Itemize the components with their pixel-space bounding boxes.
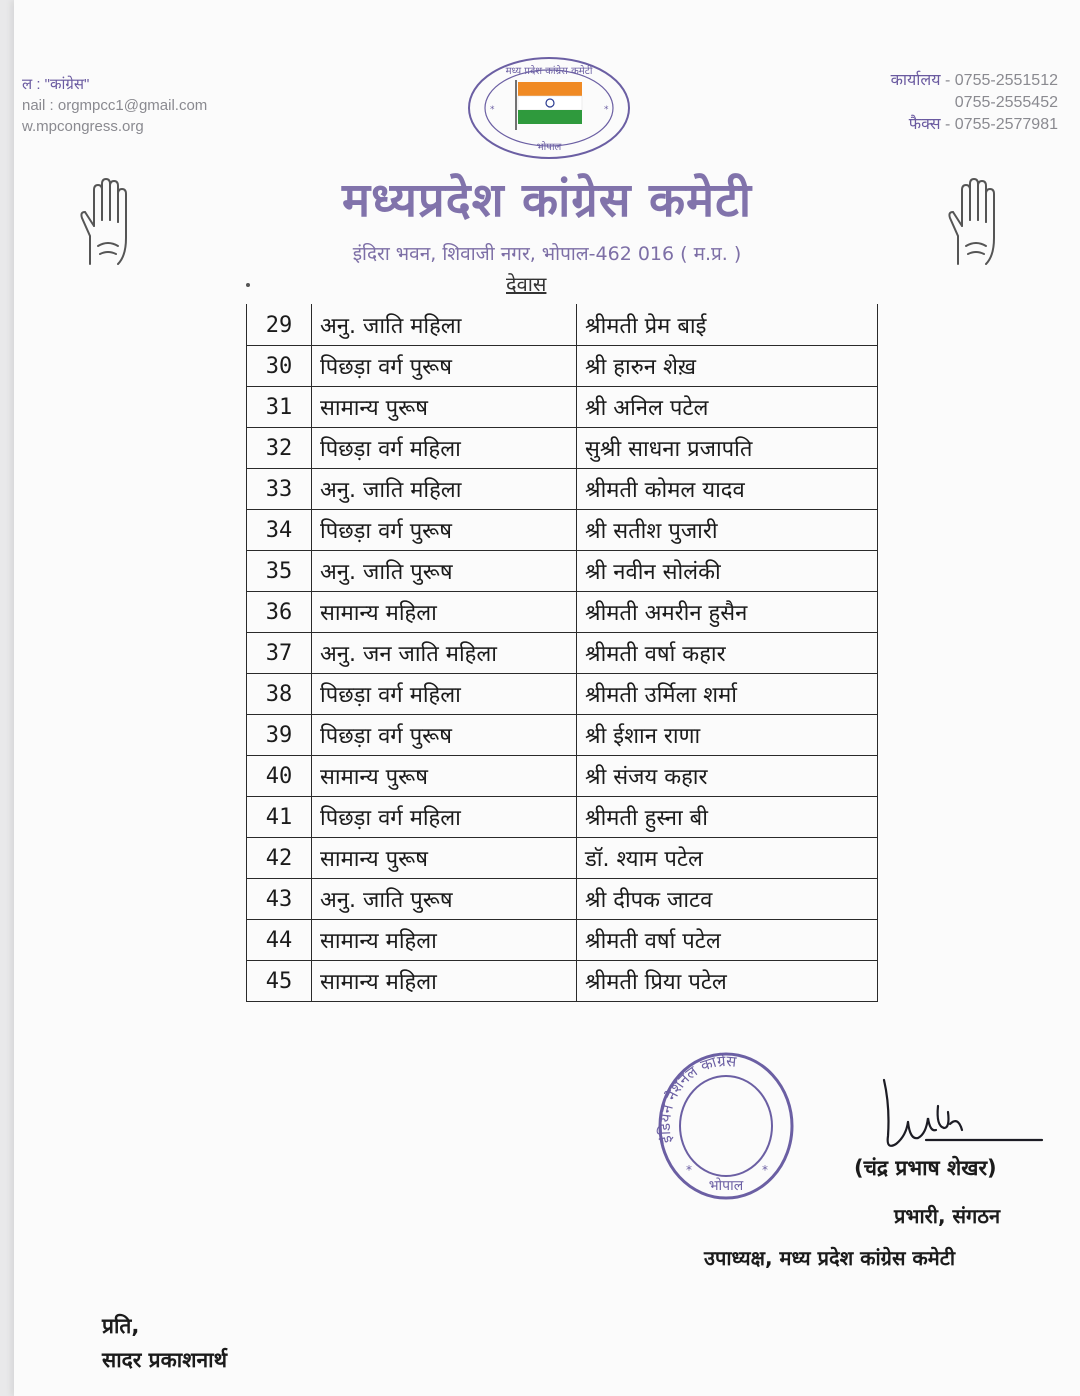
row-category: अनु. जाति महिला	[312, 305, 577, 346]
row-number: 44	[247, 920, 312, 961]
letter-page	[14, 0, 1080, 1396]
row-number: 31	[247, 387, 312, 428]
row-name: श्रीमती वर्षा कहार	[577, 633, 878, 674]
row-number: 39	[247, 715, 312, 756]
table-row	[247, 346, 878, 387]
table-row	[247, 756, 878, 797]
svg-text:*: *	[490, 105, 495, 115]
recipient-label: प्रति,	[102, 1314, 140, 1338]
row-number: 40	[247, 756, 312, 797]
row-category: सामान्य पुरूष	[312, 838, 577, 879]
row-number: 34	[247, 510, 312, 551]
website-line: w.mpcongress.org	[22, 118, 144, 135]
row-category: पिछड़ा वर्ग पुरूष	[312, 510, 577, 551]
seal-text-top: इंडियन नेशनल कांग्रेस	[655, 1051, 738, 1145]
row-number: 35	[247, 551, 312, 592]
table-row	[247, 633, 878, 674]
row-category: पिछड़ा वर्ग महिला	[312, 674, 577, 715]
office-label: कार्यालय	[890, 72, 941, 89]
telegram-line: ल : "कांग्रेस"	[22, 76, 90, 93]
table-row	[247, 797, 878, 838]
svg-text:*: *	[762, 1163, 768, 1177]
row-number: 43	[247, 879, 312, 920]
contact-left	[22, 74, 207, 137]
row-name: श्रीमती कोमल यादव	[577, 469, 878, 510]
row-number: 42	[247, 838, 312, 879]
row-category: सामान्य पुरूष	[312, 387, 577, 428]
row-category: सामान्य पुरूष	[312, 756, 577, 797]
row-name: श्री सतीश पुजारी	[577, 510, 878, 551]
row-number: 36	[247, 592, 312, 633]
table-row	[247, 674, 878, 715]
row-number: 38	[247, 674, 312, 715]
table-row	[247, 551, 878, 592]
table-row	[247, 961, 878, 1002]
row-name: श्रीमती वर्षा पटेल	[577, 920, 878, 961]
row-name: श्रीमती प्रेम बाई	[577, 305, 878, 346]
email-line: nail : orgmpcc1@gmail.com	[22, 97, 208, 114]
row-category: सामान्य महिला	[312, 592, 577, 633]
party-seal-stamp	[654, 1046, 798, 1206]
row-category: अनु. जाति पुरूष	[312, 879, 577, 920]
row-name: डॉ. श्याम पटेल	[577, 838, 878, 879]
emblem-bottom-text: भोपाल	[536, 142, 562, 153]
table-row	[247, 428, 878, 469]
row-name: श्रीमती अमरीन हुसैन	[577, 592, 878, 633]
table-row	[247, 838, 878, 879]
signatory-name: (चंद्र प्रभाष शेखर)	[854, 1156, 997, 1180]
row-category: पिछड़ा वर्ग पुरूष	[312, 715, 577, 756]
contact-right: कार्यालय - 0755-2551512 0755-2555452 फैक्स - 0755-2577981	[890, 72, 1058, 133]
row-name: श्री संजय कहार	[577, 756, 878, 797]
table-row	[247, 387, 878, 428]
row-name: श्रीमती हुस्ना बी	[577, 797, 878, 838]
row-name: श्री हारुन शेख़	[577, 346, 878, 387]
row-category: अनु. जाति पुरूष	[312, 551, 577, 592]
row-name: सुश्री साधना प्रजापति	[577, 428, 878, 469]
signatory-organization: उपाध्यक्ष, मध्य प्रदेश कांग्रेस कमेटी	[704, 1246, 956, 1270]
row-name: श्री दीपक जाटव	[577, 879, 878, 920]
table-row	[247, 715, 878, 756]
row-category: सामान्य महिला	[312, 961, 577, 1002]
row-number: 30	[247, 346, 312, 387]
fax-phone: 0755-2577981	[954, 116, 1058, 133]
svg-text:इंडियन नेशनल कांग्रेस	[656, 1052, 738, 1145]
table-row	[247, 879, 878, 920]
party-emblem	[466, 54, 632, 162]
publication-note: सादर प्रकाशनार्थ	[102, 1348, 227, 1372]
table-row	[247, 920, 878, 961]
row-category: पिछड़ा वर्ग महिला	[312, 428, 577, 469]
row-category: पिछड़ा वर्ग महिला	[312, 797, 577, 838]
organization-address: इंदिरा भवन, शिवाजी नगर, भोपाल-462 016 ( म.प्र. )	[352, 243, 742, 265]
member-table	[246, 304, 878, 1002]
row-category: अनु. जाति महिला	[312, 469, 577, 510]
row-name: श्रीमती प्रिया पटेल	[577, 961, 878, 1002]
table-row	[247, 592, 878, 633]
handwritten-note: देवास	[506, 272, 547, 296]
row-category: पिछड़ा वर्ग पुरूष	[312, 346, 577, 387]
row-name: श्री अनिल पटेल	[577, 387, 878, 428]
row-number: 37	[247, 633, 312, 674]
office-phone-1: 0755-2551512	[954, 72, 1058, 89]
emblem-top-text: मध्य प्रदेश कांग्रेस कमेटी	[505, 66, 593, 77]
row-number: 45	[247, 961, 312, 1002]
office-phone-2: 0755-2555452	[954, 94, 1058, 111]
ink-dot	[246, 283, 250, 287]
row-number: 33	[247, 469, 312, 510]
row-category: सामान्य महिला	[312, 920, 577, 961]
row-category: अनु. जन जाति महिला	[312, 633, 577, 674]
row-number: 32	[247, 428, 312, 469]
fax-label: फैक्स	[908, 116, 941, 133]
table-row	[247, 469, 878, 510]
organization-title: मध्यप्रदेश कांग्रेस कमेटी	[341, 173, 753, 228]
svg-text:*: *	[686, 1163, 692, 1177]
table-row	[247, 510, 878, 551]
row-name: श्री नवीन सोलंकी	[577, 551, 878, 592]
seal-text-bottom: भोपाल	[708, 1178, 744, 1194]
handwritten-signature	[866, 1066, 1046, 1166]
table-row	[247, 305, 878, 346]
svg-text:*: *	[604, 105, 609, 115]
row-number: 41	[247, 797, 312, 838]
signatory-role: प्रभारी, संगठन	[894, 1204, 1001, 1228]
row-name: श्रीमती उर्मिला शर्मा	[577, 674, 878, 715]
row-name: श्री ईशान राणा	[577, 715, 878, 756]
row-number: 29	[247, 305, 312, 346]
